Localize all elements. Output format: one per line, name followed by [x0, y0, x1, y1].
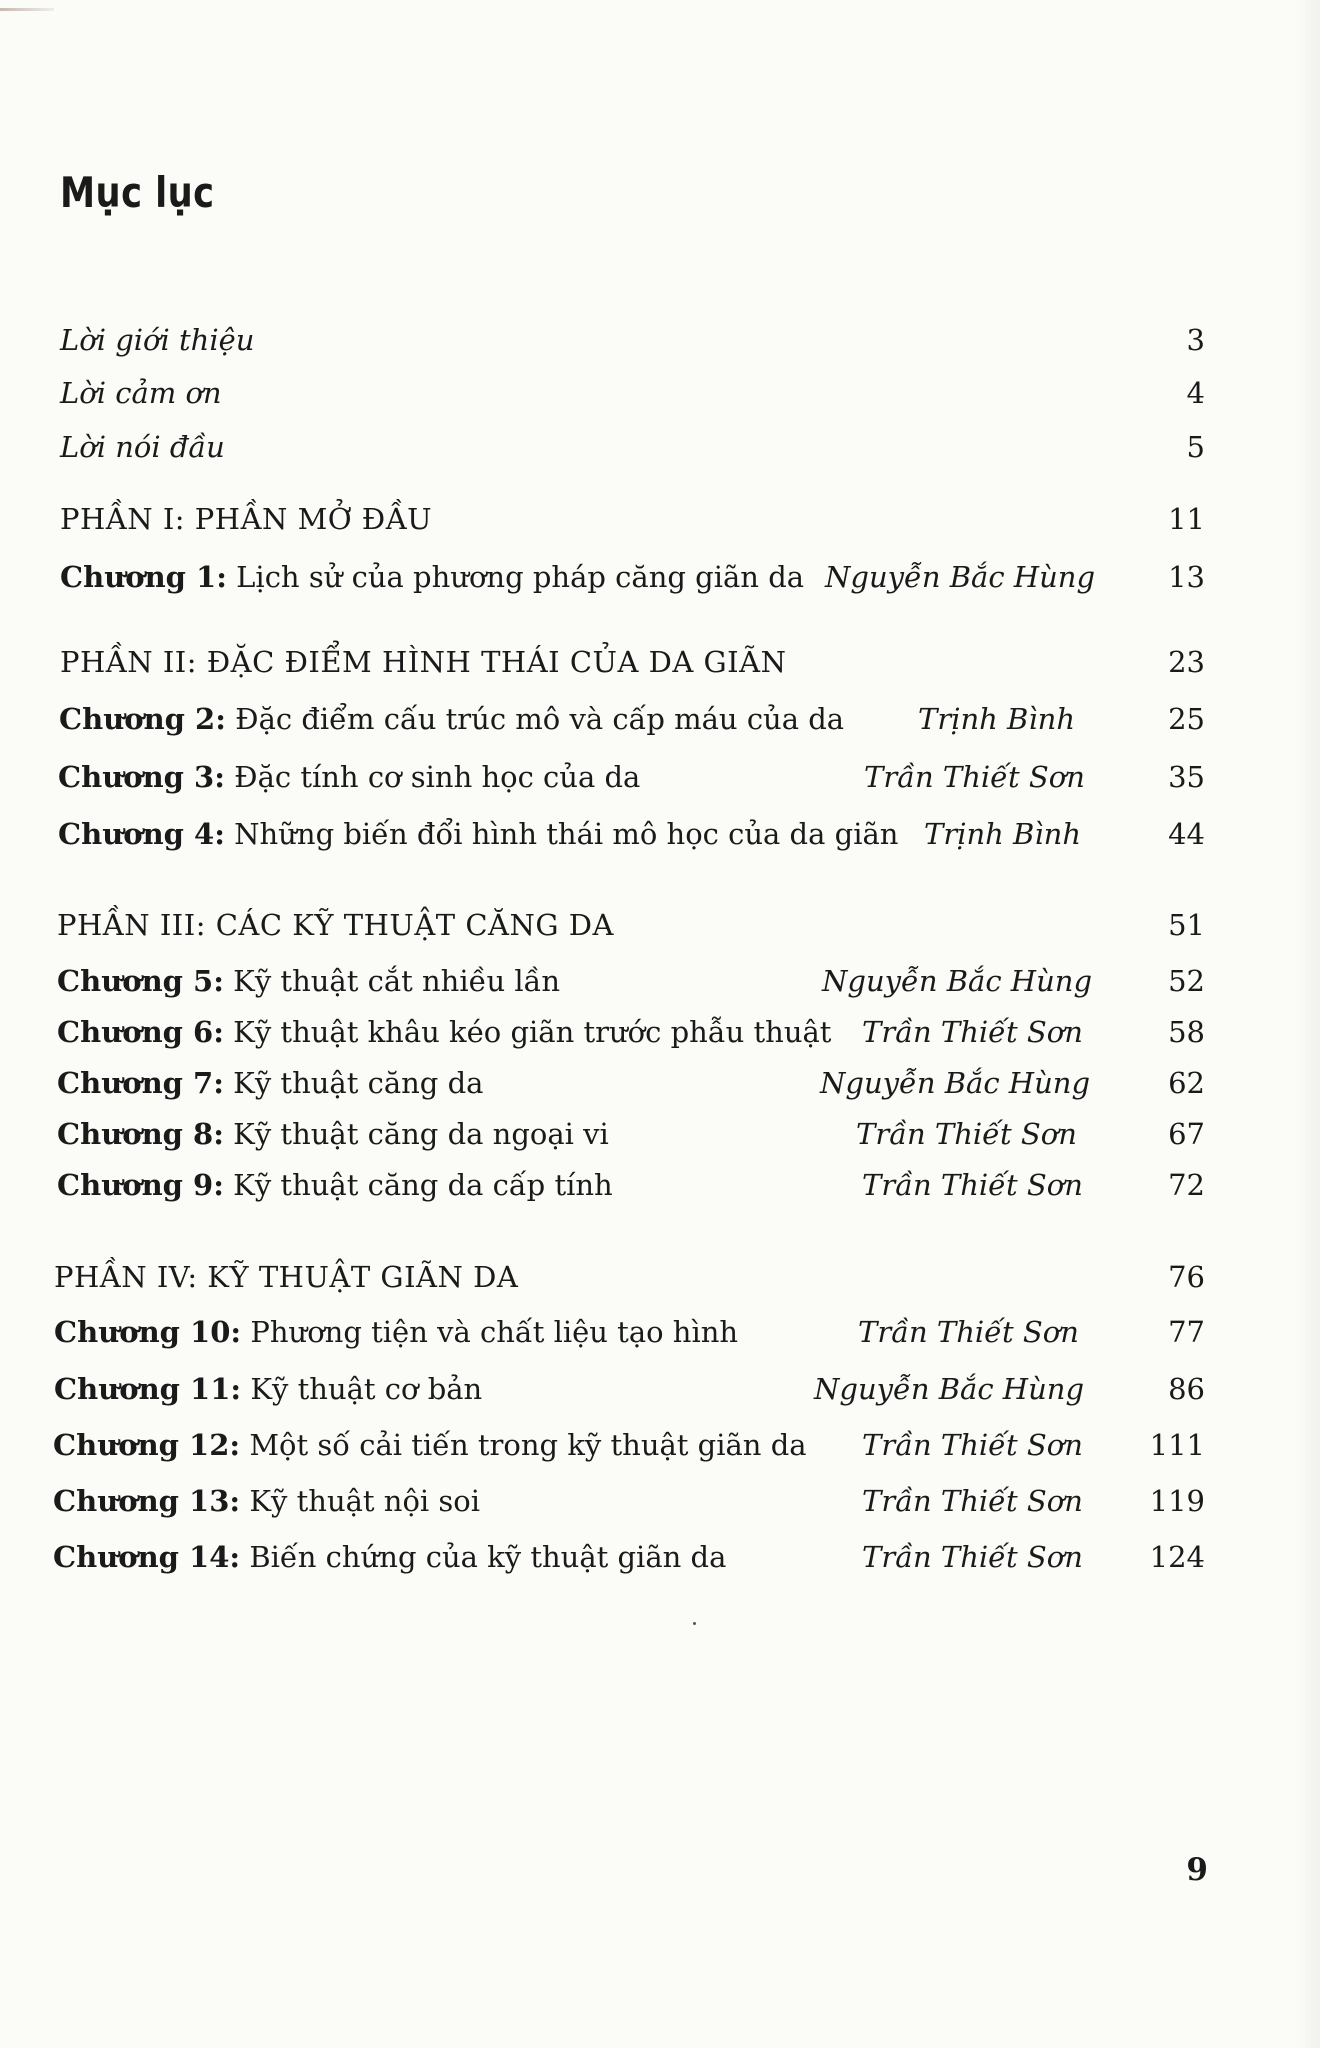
chapter-label: [59, 699, 844, 739]
toc-chapter-entry[interactable]: [0, 1063, 1320, 1103]
toc-chapter-entry[interactable]: [0, 1481, 1320, 1521]
entry-page: 72: [1168, 1168, 1205, 1202]
chapter-prefix: Chương 3:: [58, 760, 225, 794]
chapter-title: Phương tiện và chất liệu tạo hình: [250, 1315, 739, 1349]
toc-entry-front[interactable]: [0, 320, 1320, 360]
chapter-label: [54, 1369, 482, 1409]
toc-part-heading[interactable]: [0, 642, 1320, 682]
entry-label: Lời giới thiệu: [60, 323, 255, 357]
entry-page: 67: [1168, 1117, 1205, 1151]
entry-page: 119: [1149, 1484, 1205, 1518]
toc-part-heading[interactable]: [0, 499, 1320, 539]
entry-page: 44: [1168, 817, 1205, 851]
chapter-prefix: Chương 14:: [53, 1540, 241, 1574]
scan-corner-mark: [0, 8, 54, 11]
chapter-title: Đặc điểm cấu trúc mô và cấp máu của da: [235, 702, 845, 736]
chapter-title: Kỹ thuật căng da ngoại vi: [233, 1117, 609, 1151]
chapter-prefix: Chương 13:: [53, 1484, 241, 1518]
chapter-author: Trần Thiết Sơn: [858, 1315, 1079, 1349]
chapter-label: [57, 1114, 609, 1154]
chapter-title: Kỹ thuật khâu kéo giãn trước phẫu thuật: [233, 1015, 832, 1049]
chapter-label: [58, 757, 640, 797]
chapter-prefix: Chương 12:: [53, 1428, 241, 1462]
chapter-author: Trần Thiết Sơn: [862, 1540, 1083, 1574]
chapter-author: Nguyễn Bắc Hùng: [825, 560, 1096, 594]
entry-page: 76: [1168, 1260, 1205, 1294]
chapter-label: [53, 1481, 480, 1521]
chapter-label: [57, 1012, 831, 1052]
toc-chapter-entry[interactable]: [0, 1012, 1320, 1052]
toc-entry-front[interactable]: [0, 373, 1320, 413]
chapter-label: [54, 1312, 738, 1352]
chapter-title: Biến chứng của kỹ thuật giãn da: [249, 1540, 727, 1574]
chapter-title: Lịch sử của phương pháp căng giãn da: [236, 560, 805, 594]
toc-chapter-entry[interactable]: [0, 1165, 1320, 1205]
entry-label: Lời nói đầu: [60, 430, 225, 464]
chapter-prefix: Chương 9:: [57, 1168, 224, 1202]
toc-chapter-entry[interactable]: [0, 1425, 1320, 1465]
entry-page: 111: [1149, 1428, 1205, 1462]
entry-label: Lời cảm ơn: [60, 376, 222, 410]
entry-page: 62: [1168, 1066, 1205, 1100]
entry-page: 77: [1168, 1315, 1205, 1349]
chapter-title: Những biến đổi hình thái mô học của da giãn: [234, 817, 899, 851]
chapter-label: [58, 814, 898, 854]
chapter-author: Nguyễn Bắc Hùng: [822, 964, 1093, 998]
chapter-author: Trần Thiết Sơn: [864, 760, 1085, 794]
chapter-author: Nguyễn Bắc Hùng: [814, 1372, 1085, 1406]
chapter-author: Nguyễn Bắc Hùng: [820, 1066, 1091, 1100]
chapter-prefix: Chương 2:: [59, 702, 226, 736]
chapter-title: Kỹ thuật cơ bản: [250, 1372, 483, 1406]
chapter-prefix: Chương 4:: [58, 817, 225, 851]
toc-chapter-entry[interactable]: [0, 557, 1320, 597]
scan-speck: [693, 1622, 696, 1625]
chapter-label: [57, 1165, 613, 1205]
chapter-author: Trần Thiết Sơn: [862, 1428, 1083, 1462]
part-heading: PHẦN II: ĐẶC ĐIỂM HÌNH THÁI CỦA DA GIÃN: [60, 645, 787, 679]
part-heading: PHẦN III: CÁC KỸ THUẬT CĂNG DA: [57, 908, 614, 942]
entry-page: 3: [1186, 323, 1205, 357]
chapter-author: Trần Thiết Sơn: [856, 1117, 1077, 1151]
entry-page: 35: [1168, 760, 1205, 794]
chapter-prefix: Chương 5:: [57, 964, 224, 998]
entry-page: 23: [1168, 645, 1205, 679]
chapter-title: Kỹ thuật căng da: [233, 1066, 484, 1100]
toc-chapter-entry[interactable]: [0, 699, 1320, 739]
chapter-title: Kỹ thuật căng da cấp tính: [233, 1168, 613, 1202]
entry-page: 25: [1168, 702, 1205, 736]
chapter-prefix: Chương 10:: [54, 1315, 242, 1349]
chapter-title: Một số cải tiến trong kỹ thuật giãn da: [249, 1428, 807, 1462]
chapter-prefix: Chương 8:: [57, 1117, 224, 1151]
entry-page: 4: [1186, 376, 1205, 410]
toc-chapter-entry[interactable]: [0, 1369, 1320, 1409]
toc-part-heading[interactable]: [0, 1257, 1320, 1297]
entry-page: 5: [1186, 430, 1205, 464]
chapter-label: [53, 1425, 807, 1465]
chapter-author: Trần Thiết Sơn: [862, 1484, 1083, 1518]
chapter-label: [60, 557, 804, 597]
part-heading: PHẦN IV: KỸ THUẬT GIÃN DA: [54, 1260, 519, 1294]
chapter-prefix: Chương 11:: [54, 1372, 242, 1406]
page-number: 9: [1186, 1852, 1208, 1888]
chapter-prefix: Chương 6:: [57, 1015, 224, 1049]
toc-chapter-entry[interactable]: [0, 814, 1320, 854]
chapter-title: Kỹ thuật cắt nhiều lần: [233, 964, 561, 998]
part-heading: PHẦN I: PHẦN MỞ ĐẦU: [60, 502, 433, 536]
toc-part-heading[interactable]: [0, 905, 1320, 945]
toc-chapter-entry[interactable]: [0, 1312, 1320, 1352]
entry-page: 52: [1168, 964, 1205, 998]
page-title: Mục lục: [60, 168, 215, 217]
chapter-author: Trần Thiết Sơn: [862, 1168, 1083, 1202]
chapter-author: Trịnh Bình: [924, 817, 1081, 851]
entry-page: 51: [1168, 908, 1205, 942]
entry-page: 124: [1149, 1540, 1205, 1574]
entry-page: 13: [1168, 560, 1205, 594]
chapter-label: [53, 1537, 726, 1577]
chapter-label: [57, 1063, 483, 1103]
toc-chapter-entry[interactable]: [0, 1114, 1320, 1154]
chapter-prefix: Chương 7:: [57, 1066, 224, 1100]
chapter-title: Đặc tính cơ sinh học của da: [234, 760, 641, 794]
toc-entry-front[interactable]: [0, 427, 1320, 467]
chapter-prefix: Chương 1:: [60, 560, 227, 594]
entry-page: 86: [1168, 1372, 1205, 1406]
chapter-title: Kỹ thuật nội soi: [249, 1484, 481, 1518]
toc-chapter-entry[interactable]: [0, 757, 1320, 797]
entry-page: 11: [1168, 502, 1205, 536]
toc-chapter-entry[interactable]: [0, 1537, 1320, 1577]
chapter-author: Trịnh Bình: [918, 702, 1075, 736]
chapter-label: [57, 961, 560, 1001]
entry-page: 58: [1168, 1015, 1205, 1049]
toc-chapter-entry[interactable]: [0, 961, 1320, 1001]
chapter-author: Trần Thiết Sơn: [862, 1015, 1083, 1049]
